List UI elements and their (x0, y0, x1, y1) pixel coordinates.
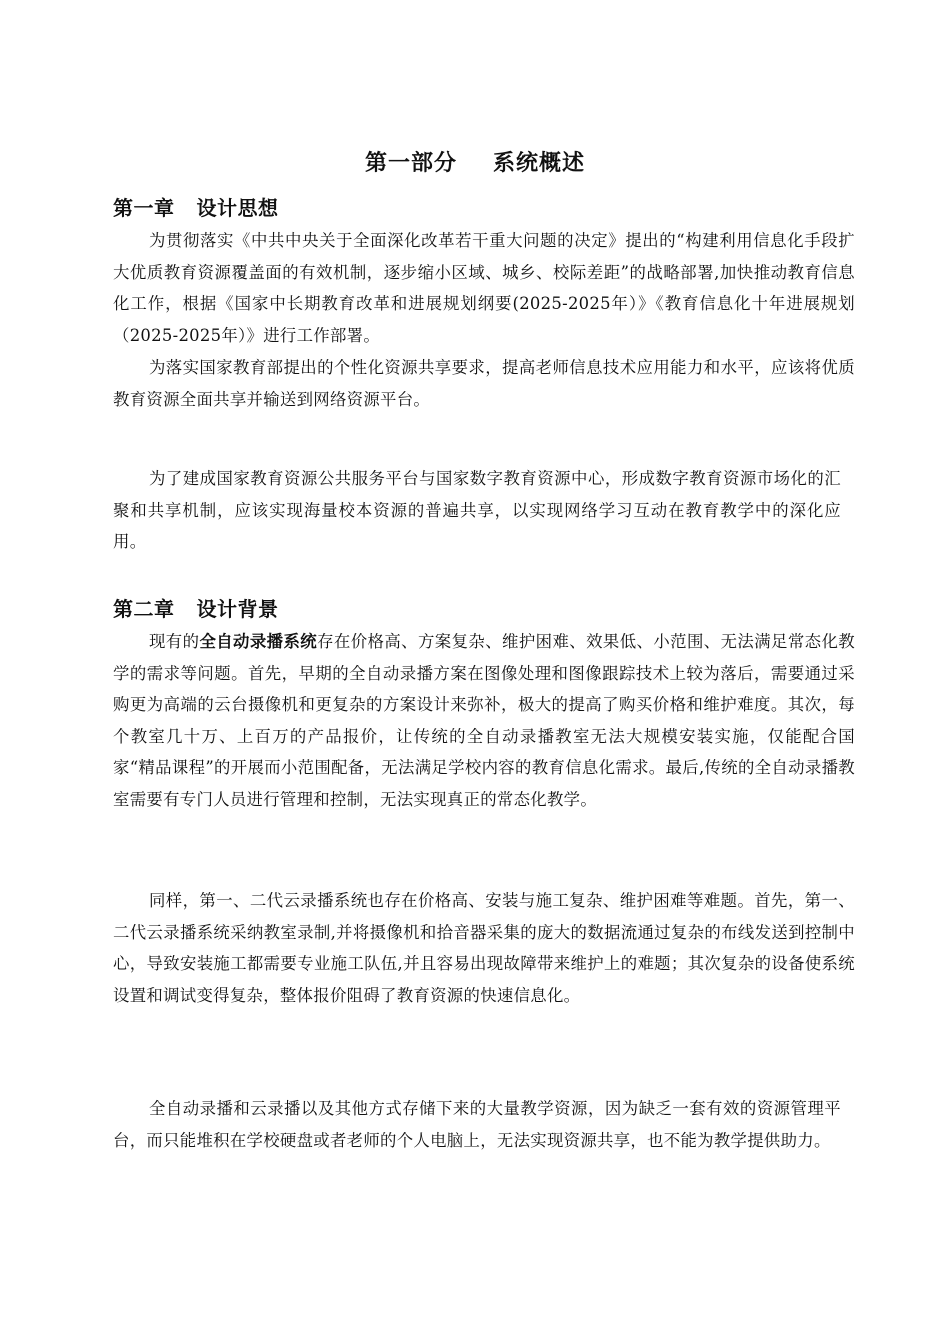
chapter-1-paragraph-2: 为落实国家教育部提出的个性化资源共享要求，提高老师信息技术应用能力和水平，应该将优质教育资源全面共享并输送到网络资源平台。 (113, 358, 855, 409)
part-title (0, 146, 950, 180)
chapter-1-heading (113, 193, 279, 223)
chapter-2-heading (113, 594, 279, 624)
chapter-2-paragraph-1 (113, 626, 855, 816)
part-name: 系统概述 (493, 150, 586, 176)
chapter-2-paragraph-1-lead: 现有的 (149, 632, 200, 651)
chapter-2-paragraph-3: 全自动录播和云录播以及其他方式存储下来的大量教学资源，因为缺乏一套有效的资源管理平台，而只能堆积在学校硬盘或者老师的个人电脑上，无法实现资源共享，也不能为教学提供助力。 (113, 1099, 841, 1150)
chapter-2-paragraph-2: 同样，第一、二代云录播系统也存在价格高、安装与施工复杂、维护困难等难题。首先，第一、二代云录播系统采纳教室录制,并将摄像机和拾音器采集的庞大的数据流通过复杂的布线发送到控制中心，导致安装施工都需要专业施工队伍,并且容易出现故障带来维护上的难题；其次复杂的设备使系统设置和调试变得复杂，整体报价阻碍了教育资源的快速信息化。 (113, 891, 855, 1005)
part-number: 第一部分 (364, 150, 457, 176)
chapter-2-number: 第二章 (113, 597, 175, 621)
system-name-highlight: 全自动录播系统 (199, 632, 318, 651)
chapter-2-paragraph-1-body: 存在价格高、方案复杂、维护困难、效果低、小范围、无法满足常态化教学的需求等问题。首先，早期的全自动录播方案在图像处理和图像跟踪技术上较为落后，需要通过采购更为高端的云台摄像机和更复杂的方案设计来弥补，极大的提高了购买价格和维护难度。其次，每个教室几十万、上百万的产品报价，让传统的全自动录播教室无法大规模安装实施，仅能配合国家“精品课程”的开展而小范围配备，无法满足学校内容的教育信息化需求。最后,传统的全自动录播教室需要有专门人员进行管理和控制，无法实现真正的常态化教学。 (113, 632, 855, 809)
chapter-2-name: 设计背景 (196, 597, 279, 621)
chapter-1-name: 设计思想 (196, 196, 279, 220)
chapter-1-paragraph-1: 为贯彻落实《中共中央关于全面深化改革若干重大问题的决定》提出的“构建利用信息化手段扩大优质教育资源覆盖面的有效机制，逐步缩小区域、城乡、校际差距”的战略部署,加快推动教育信息化工作，根据《国家中长期教育改革和进展规划纲要(2025-2025年）》《教育信息化十年进展规划 （2025-2025年）》进行工作部署。 (113, 231, 855, 345)
chapter-1-paragraph-3: 为了建成国家教育资源公共服务平台与国家数字教育资源中心，形成数字教育资源市场化的汇聚和共享机制，应该实现海量校本资源的普遍共享，以实现网络学习互动在教育教学中的深化应用。 (113, 469, 841, 552)
chapter-1-number: 第一章 (113, 196, 175, 220)
